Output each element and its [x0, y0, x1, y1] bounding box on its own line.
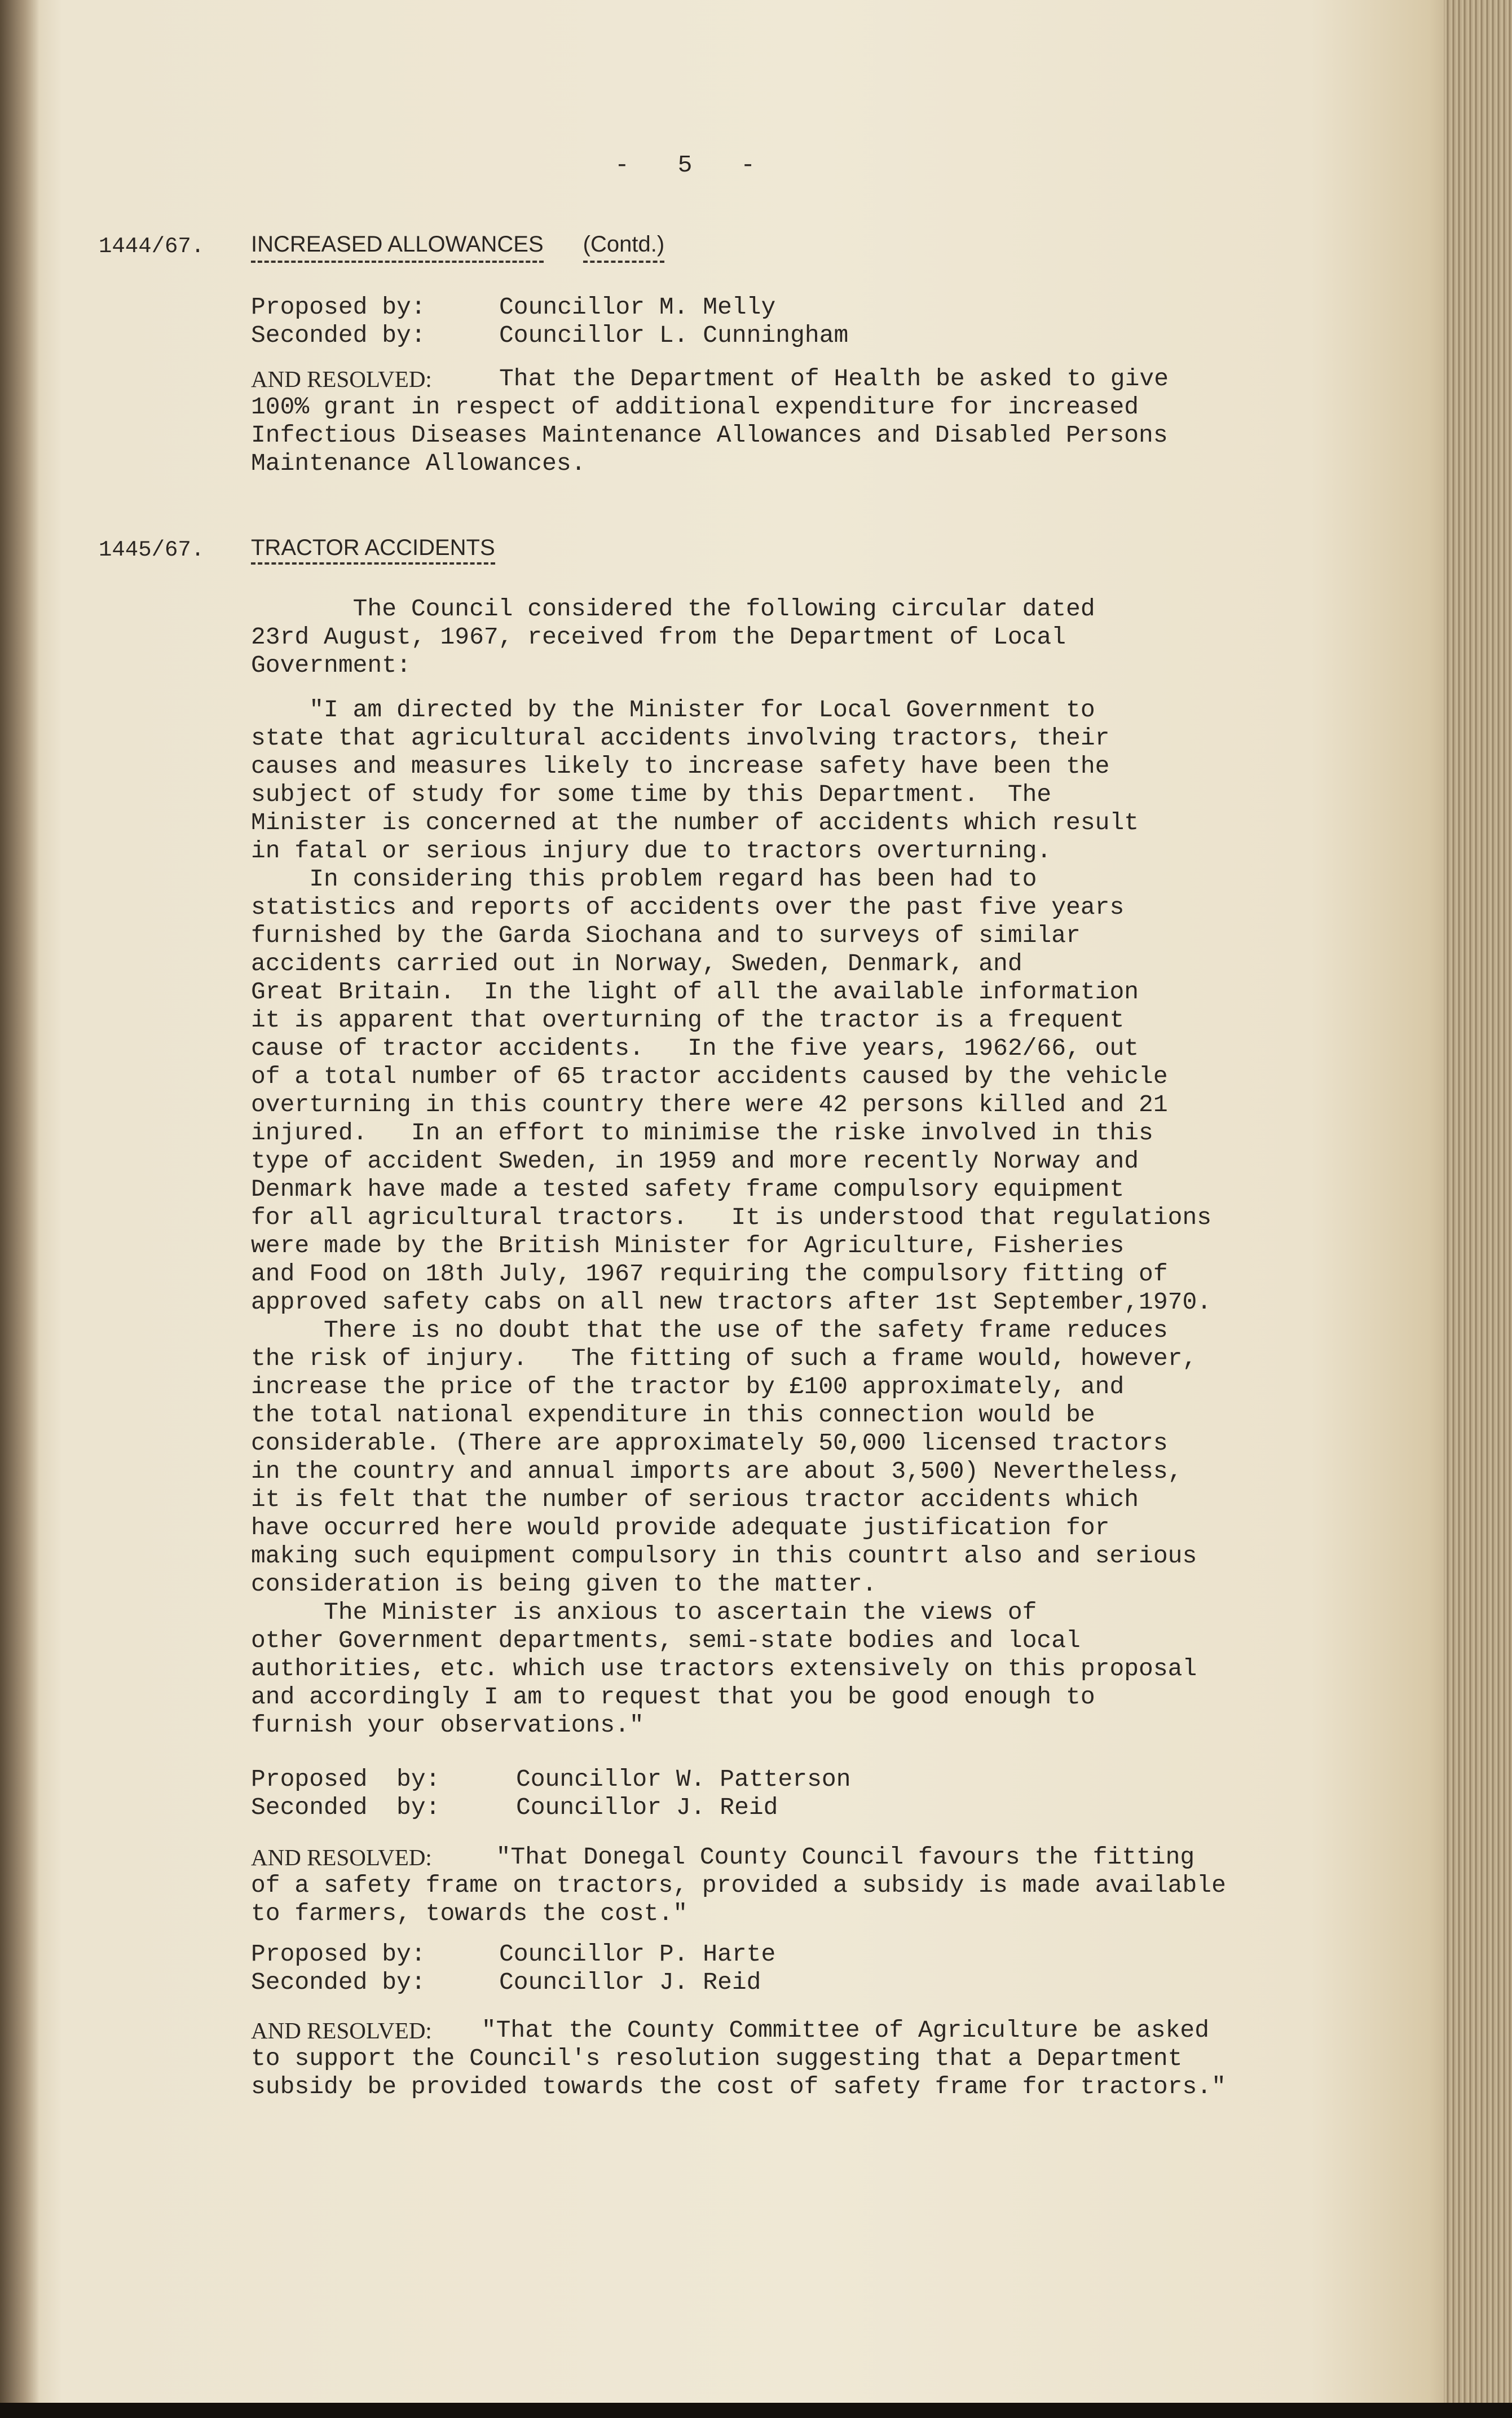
item-heading-row	[251, 230, 664, 263]
quote-line: In considering this problem regard has been had to	[251, 865, 1037, 893]
quote-line: furnish your observations."	[251, 1711, 644, 1739]
quote-line: type of accident Sweden, in 1959 and more recently Norway and	[251, 1147, 1139, 1175]
item-heading: INCREASED ALLOWANCES	[251, 230, 544, 263]
resolved-line: to farmers, towards the cost."	[251, 1900, 688, 1927]
quote-line: approved safety cabs on all new tractors after 1st September,1970.	[251, 1288, 1212, 1316]
resolved-line: "That Donegal County Council favours the fitting	[467, 1843, 1195, 1871]
resolved-line: 100% grant in respect of additional expenditure for increased	[251, 393, 1139, 421]
resolved-line: subsidy be provided towards the cost of safety frame for tractors."	[251, 2073, 1226, 2100]
resolved-line: of a safety frame on tractors, provided a subsidy is made available	[251, 1871, 1226, 1899]
proposed-label: Proposed by:	[251, 1940, 426, 1968]
quote-line: "I am directed by the Minister for Local Government to	[251, 696, 1095, 724]
quote-line: subject of study for some time by this Department. The	[251, 781, 1052, 808]
circular-quote	[251, 696, 1211, 1739]
proposed-label: Proposed by:	[251, 1765, 440, 1793]
quote-line: injured. In an effort to minimise the riske involved in this	[251, 1119, 1153, 1147]
quote-line: were made by the British Minister for Agriculture, Fisheries	[251, 1232, 1125, 1259]
quote-line: state that agricultural accidents involving tractors, their	[251, 724, 1110, 752]
intro-paragraph	[251, 595, 1095, 680]
quote-line: and Food on 18th July, 1967 requiring the compulsory fitting of	[251, 1260, 1168, 1288]
item-heading-suffix: (Contd.)	[583, 230, 665, 263]
seconded-label: Seconded by:	[251, 1968, 426, 1996]
item-heading: TRACTOR ACCIDENTS	[251, 535, 495, 565]
quote-line: causes and measures likely to increase safety have been the	[251, 752, 1110, 780]
quote-line: authorities, etc. which use tractors extensively on this proposal	[251, 1655, 1197, 1683]
proposed-value: Councillor M. Melly	[499, 293, 776, 321]
seconded-value: Councillor J. Reid	[499, 1968, 761, 1996]
quote-line: in the country and annual imports are about 3,500) Nevertheless,	[251, 1457, 1183, 1485]
intro-line: Government:	[251, 651, 411, 679]
page-number: - 5 -	[615, 151, 773, 179]
quote-line: for all agricultural tractors. It is understood that regulations	[251, 1204, 1212, 1231]
quote-line: cause of tractor accidents. In the five years, 1962/66, out	[251, 1034, 1139, 1062]
quote-line: of a total number of 65 tractor accidents caused by the vehicle	[251, 1063, 1168, 1090]
proposed-value: Councillor P. Harte	[499, 1940, 776, 1968]
quote-line: other Government departments, semi-state bodies and local	[251, 1627, 1081, 1654]
quote-line: increase the price of the tractor by £100 approximately, and	[251, 1373, 1125, 1400]
quote-line: considerable. (There are approximately 50,000 licensed tractors	[251, 1429, 1168, 1457]
quote-line: have occurred here would provide adequate justification for	[251, 1514, 1110, 1541]
quote-line: Denmark have made a tested safety frame compulsory equipment	[251, 1175, 1125, 1203]
resolved-line: "That the County Committee of Agriculture be asked	[467, 2016, 1210, 2044]
quote-line: the total national expenditure in this connection would be	[251, 1401, 1095, 1429]
resolved-line: to support the Council's resolution suggesting that a Department	[251, 2045, 1183, 2072]
bottom-shadow	[0, 2403, 1512, 2418]
quote-line: it is felt that the number of serious tractor accidents which	[251, 1486, 1139, 1513]
intro-line: 23rd August, 1967, received from the Department of Local	[251, 623, 1066, 651]
quote-line: in fatal or serious injury due to tractors overturning.	[251, 837, 1052, 865]
quote-line: it is apparent that overturning of the tractor is a frequent	[251, 1006, 1125, 1034]
item-heading-row	[251, 534, 495, 562]
quote-line: There is no doubt that the use of the safety frame reduces	[251, 1316, 1168, 1344]
quote-line: accidents carried out in Norway, Sweden, Denmark, and	[251, 950, 1022, 977]
quote-line: Minister is concerned at the number of accidents which result	[251, 809, 1139, 836]
resolved-label: AND RESOLVED:	[251, 1844, 432, 1870]
seconded-label: Seconded by:	[251, 321, 426, 349]
proposed-label: Proposed by:	[251, 293, 426, 321]
resolved-label: AND RESOLVED:	[251, 2018, 432, 2043]
seconded-value: Councillor J. Reid	[516, 1794, 778, 1821]
quote-line: Great Britain. In the light of all the available information	[251, 978, 1139, 1006]
book-spine-shadow	[0, 0, 39, 2403]
proposed-value: Councillor W. Patterson	[516, 1765, 851, 1793]
page-edges	[1444, 0, 1512, 2418]
quote-line: statistics and reports of accidents over the past five years	[251, 893, 1125, 921]
quote-line: the risk of injury. The fitting of such a frame would, however,	[251, 1345, 1197, 1372]
resolved-line: Maintenance Allowances.	[251, 450, 586, 477]
item-number: 1444/67.	[99, 234, 205, 259]
quote-line: and accordingly I am to request that you be good enough to	[251, 1683, 1095, 1711]
quote-line: making such equipment compulsory in this countrt also and serious	[251, 1542, 1197, 1570]
intro-line: The Council considered the following circular dated	[251, 595, 1095, 623]
seconded-label: Seconded by:	[251, 1794, 440, 1821]
quote-line: furnished by the Garda Siochana and to surveys of similar	[251, 922, 1081, 949]
quote-line: overturning in this country there were 42 persons killed and 21	[251, 1091, 1168, 1118]
resolved-label: AND RESOLVED:	[251, 366, 432, 392]
resolved-line: Infectious Diseases Maintenance Allowances and Disabled Persons	[251, 421, 1168, 449]
quote-line: consideration is being given to the matter.	[251, 1570, 877, 1598]
resolved-line: That the Department of Health be asked to give	[499, 365, 1169, 393]
seconded-value: Councillor L. Cunningham	[499, 321, 849, 349]
quote-line: The Minister is anxious to ascertain the views of	[251, 1598, 1037, 1626]
item-number: 1445/67.	[99, 538, 205, 562]
